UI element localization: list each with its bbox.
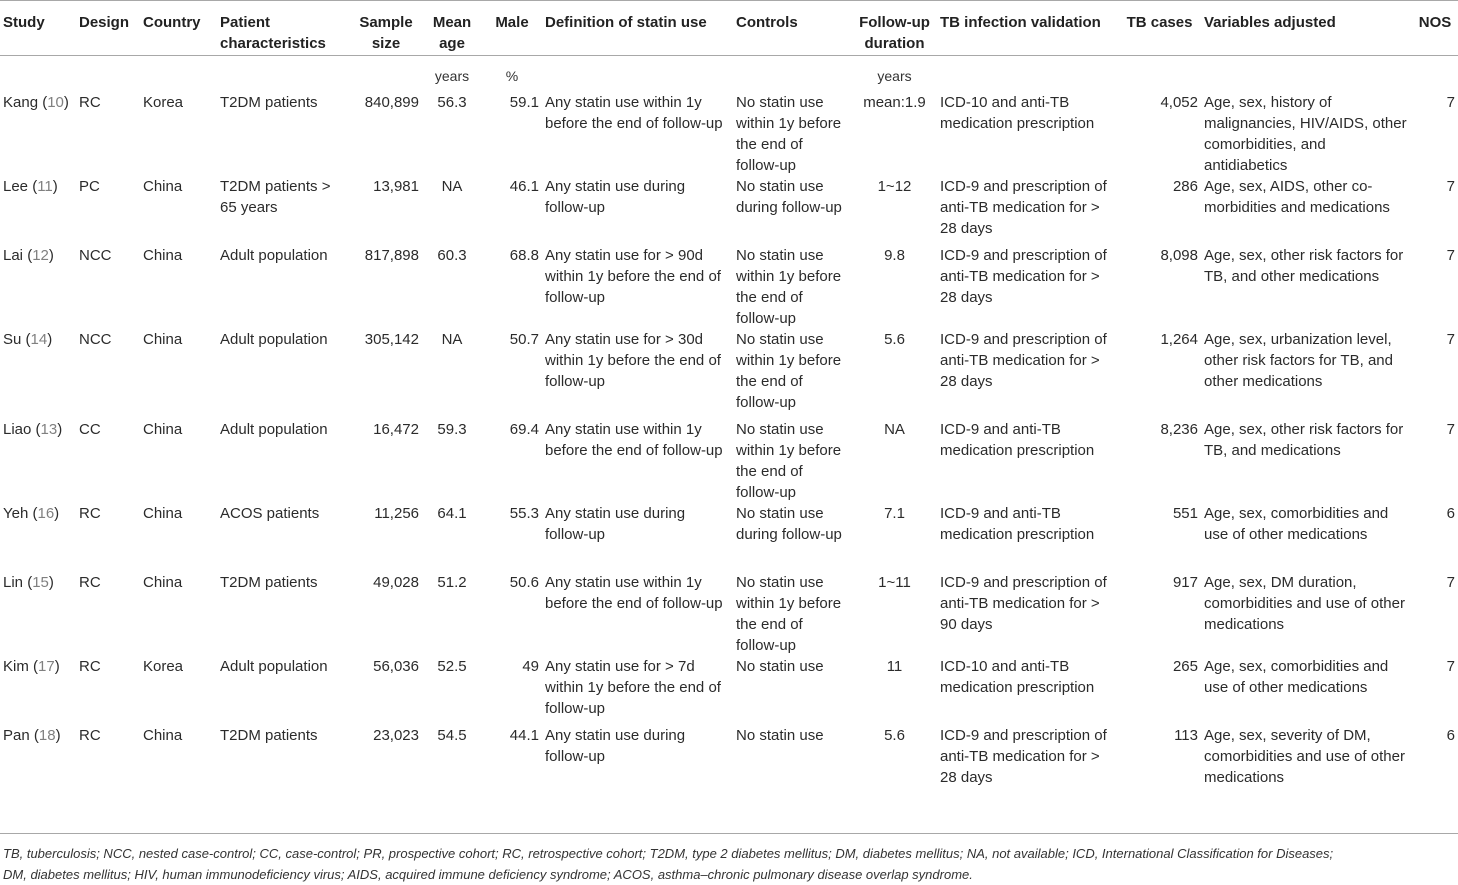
cell-variables: Age, sex, other risk factors for TB, and medications — [1204, 421, 1404, 459]
header-nos: NOS — [1418, 14, 1452, 31]
cell-male: 46.1 — [509, 178, 539, 195]
citation-link[interactable]: 10 — [47, 94, 64, 111]
cell-follow: NA — [884, 421, 905, 438]
cell-cases: 113 — [1174, 727, 1198, 744]
cell-variables: Age, sex, comorbidities and use of other medications — [1204, 658, 1389, 696]
cell-nos: 7 — [1446, 574, 1455, 591]
cell-controls: No statin use within 1y before the end of follow-up — [736, 421, 842, 501]
cell-controls: No statin use within 1y before the end of follow-up — [736, 574, 842, 654]
cell-study: Liao (13) — [3, 421, 63, 438]
cell-male: 50.6 — [509, 574, 539, 591]
study-name: Lai — [3, 247, 24, 264]
cell-patients: T2DM patients — [220, 94, 318, 111]
units-row — [0, 56, 1458, 93]
cell-nos: 7 — [1446, 331, 1455, 348]
cell-age: 51.2 — [437, 574, 467, 591]
table-row — [0, 656, 1458, 725]
cell-country: China — [143, 331, 183, 348]
cell-study: Yeh (16) — [3, 505, 60, 522]
cell-validation: ICD-9 and prescription of anti-TB medication for > 28 days — [940, 727, 1107, 786]
cell-nos: 7 — [1446, 178, 1455, 195]
cell-age: NA — [441, 331, 463, 348]
cell-sample: 840,899 — [364, 94, 419, 111]
cell-design: PC — [79, 178, 100, 195]
cell-definition: Any statin use within 1y before the end of follow-up — [545, 574, 723, 612]
unit-age: years — [434, 68, 470, 84]
header-definition: Definition of statin use — [545, 14, 707, 31]
cell-study: Kang (10) — [3, 94, 69, 111]
header-design: Design — [79, 14, 130, 31]
cell-definition: Any statin use for > 30d within 1y before the end of follow-up — [545, 331, 721, 390]
table-row — [0, 245, 1458, 329]
header-sample-size: Sample size — [359, 14, 413, 52]
cell-design: RC — [79, 727, 101, 744]
cell-definition: Any statin use during follow-up — [545, 505, 686, 543]
cell-male: 49 — [522, 658, 539, 675]
cell-controls: No statin use — [736, 658, 824, 675]
cell-cases: 8,098 — [1160, 247, 1198, 264]
unit-follow-up: years — [877, 68, 912, 84]
cell-sample: 56,036 — [373, 658, 419, 675]
cell-study: Kim (17) — [3, 658, 60, 675]
cell-age: 64.1 — [437, 505, 467, 522]
cell-validation: ICD-9 and prescription of anti-TB medication for > 90 days — [940, 574, 1107, 633]
cell-definition: Any statin use within 1y before the end of follow-up — [545, 421, 723, 459]
cell-controls: No statin use during follow-up — [736, 505, 842, 543]
cell-follow: 1~12 — [877, 178, 912, 195]
citation-link[interactable]: 18 — [38, 727, 56, 744]
cell-definition: Any statin use during follow-up — [545, 727, 686, 765]
cell-country: China — [143, 574, 183, 591]
cell-nos: 7 — [1446, 94, 1455, 111]
table-row — [0, 572, 1458, 656]
header-validation: TB infection validation — [940, 14, 1101, 31]
cell-age: 60.3 — [437, 247, 467, 264]
cell-controls: No statin use — [736, 727, 824, 744]
cell-controls: No statin use within 1y before the end of follow-up — [736, 331, 842, 411]
cell-study: Pan (18) — [3, 727, 61, 744]
cell-follow: mean:1.9 — [863, 94, 926, 111]
cell-country: China — [143, 727, 183, 744]
header-follow-up: Follow-up duration — [859, 14, 930, 52]
citation-link[interactable]: 15 — [32, 574, 49, 591]
table-footnote — [0, 833, 1458, 885]
cell-cases: 1,264 — [1160, 331, 1198, 348]
study-name: Yeh — [3, 505, 29, 522]
cell-sample: 23,023 — [373, 727, 419, 744]
citation-link[interactable]: 16 — [37, 505, 55, 522]
study-name: Lin — [3, 574, 24, 591]
cell-male: 68.8 — [509, 247, 539, 264]
cell-sample: 305,142 — [364, 331, 419, 348]
citation-link[interactable]: 13 — [40, 421, 58, 438]
cell-design: NCC — [79, 247, 112, 264]
cell-variables: Age, sex, history of malignancies, HIV/AIDS, other comorbidities, and antidiabetics — [1204, 94, 1407, 174]
cell-patients: T2DM patients — [220, 574, 318, 591]
table-row — [0, 329, 1458, 419]
study-name: Kim — [3, 658, 29, 675]
cell-sample: 11,256 — [374, 505, 419, 522]
cell-country: China — [143, 421, 183, 438]
cell-sample: 16,472 — [373, 421, 419, 438]
cell-variables: Age, sex, comorbidities and use of other medications — [1204, 505, 1389, 543]
cell-country: China — [143, 178, 183, 195]
table-row — [0, 503, 1458, 572]
cell-cases: 4,052 — [1160, 94, 1198, 111]
header-variables: Variables adjusted — [1204, 14, 1336, 31]
cell-country: Korea — [143, 658, 184, 675]
cell-follow: 5.6 — [884, 331, 905, 348]
cell-design: NCC — [79, 331, 112, 348]
table-row — [0, 725, 1458, 791]
cell-sample: 817,898 — [364, 247, 419, 264]
cell-country: China — [143, 505, 183, 522]
cell-definition: Any statin use for > 7d within 1y before the end of follow-up — [545, 658, 721, 717]
header-study: Study — [3, 14, 45, 31]
cell-definition: Any statin use during follow-up — [545, 178, 686, 216]
cell-male: 59.1 — [509, 94, 539, 111]
cell-validation: ICD-9 and prescription of anti-TB medication for > 28 days — [940, 247, 1107, 306]
header-male: Male — [495, 14, 529, 31]
cell-follow: 5.6 — [884, 727, 905, 744]
cell-study: Su (14) — [3, 331, 53, 348]
unit-male: % — [505, 68, 519, 84]
cell-patients: T2DM patients > 65 years — [220, 178, 331, 216]
cell-controls: No statin use within 1y before the end of follow-up — [736, 94, 842, 174]
cell-nos: 7 — [1446, 658, 1455, 675]
cell-variables: Age, sex, urbanization level, other risk factors for TB, and other medications — [1204, 331, 1393, 390]
cell-validation: ICD-9 and prescription of anti-TB medication for > 28 days — [940, 178, 1107, 237]
cell-patients: ACOS patients — [220, 505, 320, 522]
cell-validation: ICD-9 and prescription of anti-TB medication for > 28 days — [940, 331, 1107, 390]
table-row — [0, 92, 1458, 176]
header-mean-age: Mean age — [432, 14, 472, 52]
cell-validation: ICD-9 and anti-TB medication prescription — [940, 505, 1095, 543]
cell-follow: 1~11 — [878, 574, 911, 591]
header-controls: Controls — [736, 14, 798, 31]
cell-sample: 13,981 — [373, 178, 419, 195]
cell-nos: 7 — [1446, 421, 1455, 438]
cell-design: RC — [79, 505, 101, 522]
footnote-line-2: DM, diabetes mellitus; HIV, human immunodeficiency virus; AIDS, acquired immune deficiency syndrome; ACOS, asthma–chronic pulmonary disease overlap syndrome. — [3, 867, 973, 882]
study-name: Pan — [3, 727, 30, 744]
cell-patients: Adult population — [220, 658, 328, 675]
cell-design: RC — [79, 94, 101, 111]
table-row — [0, 419, 1458, 503]
cell-variables: Age, sex, severity of DM, comorbidities and use of other medications — [1204, 727, 1405, 786]
cell-nos: 6 — [1446, 505, 1455, 522]
cell-patients: Adult population — [220, 421, 328, 438]
cell-design: RC — [79, 574, 101, 591]
cell-study: Lee (11) — [3, 178, 58, 195]
cell-age: 59.3 — [437, 421, 467, 438]
cell-patients: T2DM patients — [220, 727, 318, 744]
cell-variables: Age, sex, AIDS, other co-morbidities and medications — [1204, 178, 1390, 216]
citation-link[interactable]: 12 — [32, 247, 49, 264]
cell-validation: ICD-9 and anti-TB medication prescription — [940, 421, 1095, 459]
cell-country: Korea — [143, 94, 184, 111]
cell-male: 69.4 — [509, 421, 539, 438]
cell-study: Lai (12) — [3, 247, 54, 264]
cell-nos: 6 — [1446, 727, 1455, 744]
cell-patients: Adult population — [220, 247, 328, 264]
cell-sample: 49,028 — [373, 574, 419, 591]
cell-cases: 917 — [1172, 574, 1198, 591]
study-name: Kang — [3, 94, 39, 111]
footnote-line-1: TB, tuberculosis; NCC, nested case-control; CC, case-control; PR, prospective cohort; RC, retrospective cohort; T2DM, type 2 diabetes mellitus; DM, diabetes mellitus; NA, not available; ICD, International Classification for Diseases; — [3, 846, 1334, 861]
citation-link[interactable]: 17 — [38, 658, 55, 675]
cell-follow: 9.8 — [884, 247, 905, 264]
cell-country: China — [143, 247, 183, 264]
cell-patients: Adult population — [220, 331, 328, 348]
citation-link[interactable]: 11 — [37, 178, 53, 195]
header-country: Country — [143, 14, 201, 31]
cell-follow: 11 — [886, 658, 903, 675]
cell-design: CC — [79, 421, 101, 438]
cell-controls: No statin use during follow-up — [736, 178, 842, 216]
cell-design: RC — [79, 658, 101, 675]
cell-age: 56.3 — [437, 94, 467, 111]
cell-definition: Any statin use for > 90d within 1y before the end of follow-up — [545, 247, 721, 306]
cell-nos: 7 — [1446, 247, 1455, 264]
cell-definition: Any statin use within 1y before the end of follow-up — [545, 94, 723, 132]
cell-cases: 8,236 — [1160, 421, 1198, 438]
header-tb-cases: TB cases — [1126, 14, 1193, 31]
cell-variables: Age, sex, DM duration, comorbidities and use of other medications — [1204, 574, 1405, 633]
study-name: Su — [3, 331, 22, 348]
cell-cases: 551 — [1172, 505, 1198, 522]
cell-study: Lin (15) — [3, 574, 54, 591]
table-row — [0, 176, 1458, 245]
cell-validation: ICD-10 and anti-TB medication prescription — [940, 658, 1095, 696]
cell-variables: Age, sex, other risk factors for TB, and other medications — [1204, 247, 1404, 285]
cell-age: 54.5 — [437, 727, 467, 744]
cell-male: 50.7 — [509, 331, 539, 348]
header-patient-characteristics: Patient characteristics — [220, 14, 326, 52]
header-row — [0, 1, 1458, 56]
study-name: Liao — [3, 421, 32, 438]
cell-validation: ICD-10 and anti-TB medication prescription — [940, 94, 1095, 132]
cell-cases: 265 — [1172, 658, 1198, 675]
cell-follow: 7.1 — [884, 505, 905, 522]
cell-age: NA — [441, 178, 463, 195]
cell-cases: 286 — [1172, 178, 1198, 195]
cell-controls: No statin use within 1y before the end of follow-up — [736, 247, 842, 327]
citation-link[interactable]: 14 — [30, 331, 48, 348]
cell-male: 44.1 — [509, 727, 539, 744]
cell-male: 55.3 — [509, 505, 539, 522]
cell-age: 52.5 — [437, 658, 467, 675]
study-name: Lee — [3, 178, 29, 195]
